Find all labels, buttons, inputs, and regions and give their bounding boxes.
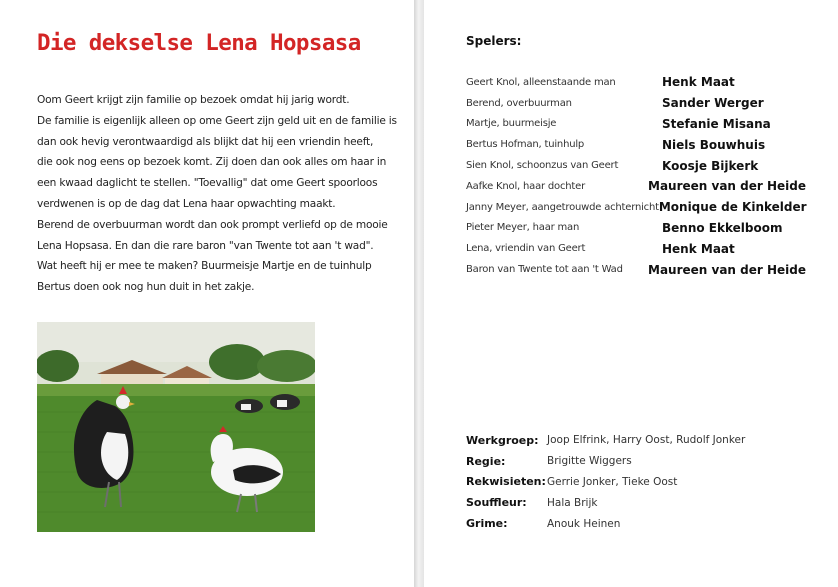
cast-role: Aafke Knol, haar dochter <box>466 180 585 192</box>
crew-label: Rekwisieten: <box>466 475 546 489</box>
crew-label: Grime: <box>466 517 508 531</box>
cast-row <box>466 238 806 259</box>
crew-row <box>466 430 806 451</box>
cast-role: Martje, buurmeisje <box>466 118 557 130</box>
cast-role: Baron van Twente tot aan 't Wad <box>466 264 623 276</box>
cast-actor: Sander Werger <box>662 96 764 111</box>
cast-role: Lena, vriendin van Geert <box>466 243 586 255</box>
cast-actor: Maureen van der Heide <box>648 262 806 277</box>
synopsis-line: verdwenen is op de dag dat Lena haar opwachting maakt. <box>37 197 336 210</box>
cast-row <box>466 114 806 135</box>
cast-actor: Maureen van der Heide <box>648 179 806 194</box>
crew-label: Souffleur: <box>466 496 527 510</box>
play-title: Die dekselse Lena Hopsasa <box>37 30 361 56</box>
crew-label: Regie: <box>466 454 506 468</box>
crew-list <box>466 430 806 534</box>
cast-role: Pieter Meyer, haar man <box>466 222 580 234</box>
synopsis <box>37 90 397 298</box>
cast-role: Geert Knol, alleenstaande man <box>466 76 616 88</box>
cast-list <box>466 72 806 280</box>
crew-value: Joop Elfrink, Harry Oost, Rudolf Jonker <box>547 434 746 447</box>
cast-actor: Koosje Bijkerk <box>662 158 759 173</box>
synopsis-line: Lena Hopsasa. En dan die rare baron "van Twente tot aan 't wad". <box>37 239 374 252</box>
crew-row <box>466 451 806 472</box>
cast-role: Janny Meyer, aangetrouwde achternicht <box>466 201 659 213</box>
cast-role: Bertus Hofman, tuinhulp <box>466 139 585 151</box>
crew-value: Anouk Heinen <box>547 517 621 530</box>
synopsis-line: Bertus doen ook nog hun duit in het zakje. <box>37 281 255 294</box>
cast-row <box>466 155 806 176</box>
cast-row <box>466 176 806 197</box>
cast-role: Sien Knol, schoonzus van Geert <box>466 160 619 172</box>
cast-row <box>466 218 806 239</box>
cast-actor: Henk Maat <box>662 75 735 90</box>
synopsis-line: Wat heeft hij er mee te maken? Buurmeisje Martje en de tuinhulp <box>37 260 372 273</box>
cast-heading: Spelers: <box>466 34 522 48</box>
crew-label: Werkgroep: <box>466 433 539 447</box>
cast-row <box>466 134 806 155</box>
crew-value: Gerrie Jonker, Tieke Oost <box>547 475 678 488</box>
farmyard-chickens-illustration <box>37 322 315 532</box>
cast-actor: Stefanie Misana <box>662 116 771 131</box>
cast-actor: Henk Maat <box>662 241 735 256</box>
crew-row <box>466 492 806 513</box>
synopsis-line: dan ook hevig verontwaardigd als blijkt dat hij een vriendin heeft, <box>37 135 374 148</box>
cast-actor: Monique de Kinkelder <box>658 200 807 215</box>
synopsis-line: De familie is eigenlijk alleen op ome Geert zijn geld uit en de familie is <box>37 114 397 127</box>
cast-row <box>466 259 806 280</box>
synopsis-line: Berend de overbuurman wordt dan ook prompt verliefd op de mooie <box>37 218 388 231</box>
cast-row <box>466 93 806 114</box>
synopsis-line: een kwaad daglicht te stellen. "Toevallig" dat ome Geert spoorloos <box>37 177 378 190</box>
cast-actor: Niels Bouwhuis <box>662 137 766 152</box>
book-spine <box>414 0 424 587</box>
synopsis-line: Oom Geert krijgt zijn familie op bezoek omdat hij jarig wordt. <box>37 94 350 106</box>
cast-actor: Benno Ekkelboom <box>662 220 783 235</box>
crew-value: Brigitte Wiggers <box>547 455 632 468</box>
left-page <box>0 0 414 587</box>
synopsis-line: die ook nog eens op bezoek komt. Zij doen dan ook alles om haar in <box>37 156 387 169</box>
cast-row <box>466 72 806 93</box>
crew-row <box>466 472 806 493</box>
cast-row <box>466 197 806 218</box>
crew-row <box>466 513 806 534</box>
crew-value: Hala Brijk <box>547 496 598 509</box>
cast-role: Berend, overbuurman <box>466 97 572 109</box>
